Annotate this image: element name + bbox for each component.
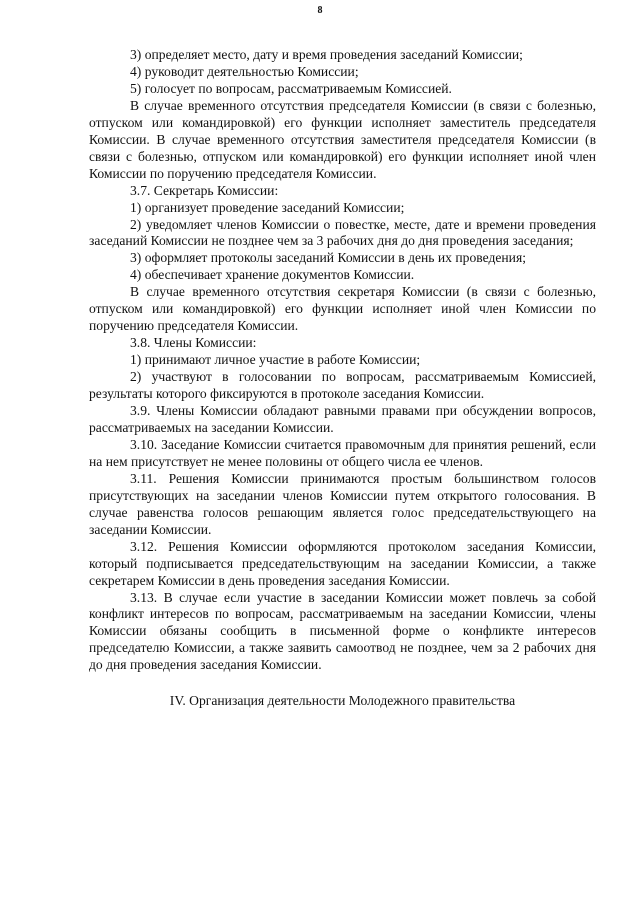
- paragraph: 1) принимают личное участие в работе Комиссии;: [130, 352, 421, 368]
- paragraph: 3) определяет место, дату и время проведения заседаний Комиссии;: [130, 47, 523, 62]
- paragraph: В случае временного отсутствия секретаря Комиссии (в связи с болезнью, отпуском или командировкой) его функции исполняет иной член Комиссии по поручению председателя Комиссии.: [89, 284, 596, 334]
- paragraph: 2) уведомляет членов Комиссии о повестке, месте, дате и времени проведения заседаний Комиссии не позднее чем за 3 рабочих дня до дня проведения заседания;: [89, 216, 596, 249]
- paragraph: 4) руководит деятельностью Комиссии;: [130, 63, 359, 79]
- paragraph: 3) оформляет протоколы заседаний Комиссии в день их проведения;: [130, 250, 526, 266]
- section-title: IV. Организация деятельности Молодежного правительства: [169, 693, 516, 709]
- page-number: 8: [317, 5, 323, 16]
- paragraph: 3.9. Члены Комиссии обладают равными правами при обсуждении вопросов, рассматриваемых на заседании Комиссии.: [89, 403, 596, 435]
- paragraph: 2) участвуют в голосовании по вопросам, рассматриваемым Комиссией, результаты которого фиксируются в протоколе заседания Комиссии.: [89, 369, 596, 402]
- paragraph: 3.12. Решения Комиссии оформляются протоколом заседания Комиссии, который подписывается председательствующим на заседании Комиссии, а также секретарем Комиссии в день проведения заседания Комиссии.: [89, 538, 596, 588]
- paragraph: 3.13. В случае если участие в заседании Комиссии может повлечь за собой конфликт интересов по вопросам, рассматриваемым на заседании Комиссии, члены Комиссии обязаны сообщить в письменной форме о конфликте интересов председателю Комиссии, а также заявить самоотвод не позднее, чем за 2 рабочих дня до дня проведения заседания Комиссии.: [89, 589, 596, 673]
- paragraph: 5) голосует по вопросам, рассматриваемым Комиссией.: [130, 80, 452, 96]
- document-body: [89, 47, 596, 674]
- paragraph: 3.10. Заседание Комиссии считается правомочным для принятия решений, если на нем присутствует не менее половины от общего числа ее членов.: [89, 436, 596, 469]
- paragraph: 3.8. Члены Комиссии:: [130, 335, 257, 351]
- paragraph: 4) обеспечивает хранение документов Комиссии.: [130, 267, 415, 283]
- paragraph: 3.11. Решения Комиссии принимаются простым большинством голосов присутствующих на заседании членов Комиссии путем открытого голосования. В случае равенства голосов решающим является голос председательствующего на заседании Комиссии.: [89, 470, 596, 537]
- paragraph: 3.7. Секретарь Комиссии:: [130, 182, 279, 198]
- paragraph: 1) организует проведение заседаний Комиссии;: [130, 199, 405, 215]
- paragraph: В случае временного отсутствия председателя Комиссии (в связи с болезнью, отпуском или командировкой) его функции исполняет заместитель председателя Комиссии. В случае временного отсутствия заместителя председателя Комиссии (в связи с болезнью, отпуском или командировкой) его функции исполняет иной член Комиссии по поручению председателя Комиссии.: [89, 97, 596, 181]
